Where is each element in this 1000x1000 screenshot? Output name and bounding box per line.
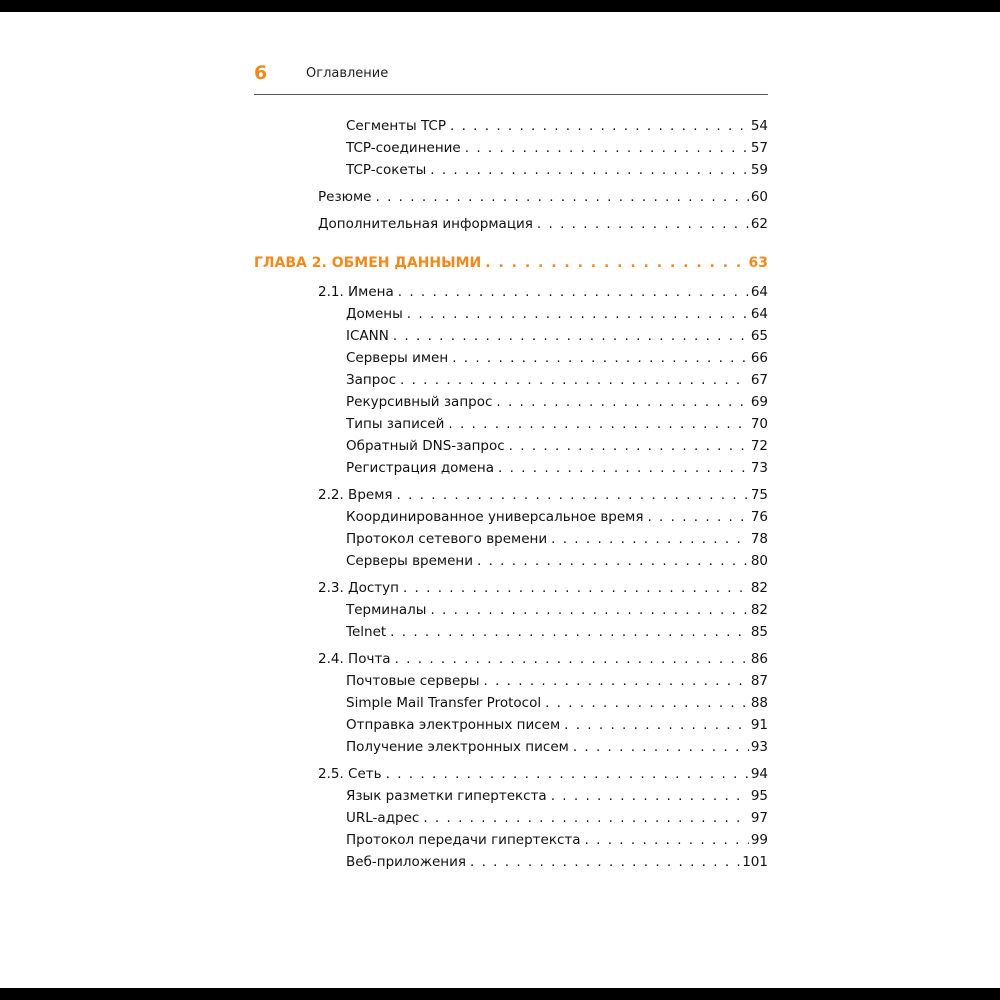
toc-entry (346, 832, 768, 852)
toc-entry-page: 80 (750, 553, 768, 569)
toc-entry (346, 118, 768, 138)
toc-entry-title: 2.1. Имена (318, 284, 394, 300)
dot-leader (403, 580, 749, 596)
toc-entry (346, 416, 768, 436)
toc-entry-page: 73 (750, 460, 768, 476)
dot-leader (498, 460, 749, 476)
dot-leader (551, 788, 749, 804)
running-head: Оглавление (306, 66, 389, 81)
dot-leader (509, 438, 749, 454)
toc-entry-title: ICANN (346, 328, 389, 344)
toc-entry-page: 66 (750, 350, 768, 366)
toc-entry-page: 78 (750, 531, 768, 547)
toc-entry (318, 580, 768, 600)
toc-entry-title: URL-адрес (346, 810, 420, 826)
toc-entry-page: 70 (750, 416, 768, 432)
dot-leader (400, 372, 749, 388)
dot-leader (375, 189, 748, 205)
toc-entry (346, 553, 768, 573)
toc-entry-title: Telnet (346, 624, 387, 640)
toc-entry-title: TCP-сокеты (346, 162, 427, 178)
toc-entry (346, 460, 768, 480)
toc-entry-page: 54 (750, 118, 768, 134)
dot-leader (585, 832, 749, 848)
toc-entry (346, 394, 768, 414)
dot-leader (452, 350, 749, 366)
toc-entry-title: Сегменты TCP (346, 118, 446, 134)
toc-entry-title: Серверы времени (346, 553, 474, 569)
toc-entry-page: 75 (750, 487, 768, 503)
toc-entry-title: Протокол передачи гипертекста (346, 832, 581, 848)
toc-entry-page: 95 (750, 788, 768, 804)
toc-entry-page: 69 (750, 394, 768, 410)
toc-entry-title: Дополнительная информация (318, 216, 533, 232)
dot-leader (423, 810, 748, 826)
toc-entry-page: 62 (750, 216, 768, 232)
page-header (254, 62, 768, 95)
toc-entry-page: 65 (750, 328, 768, 344)
toc-entry-title: 2.3. Доступ (318, 580, 399, 596)
toc-entry (346, 673, 768, 693)
toc-entry (318, 651, 768, 671)
toc-entry (318, 216, 768, 236)
toc-entry (346, 602, 768, 622)
dot-leader (573, 739, 749, 755)
toc-entry-title: 2.5. Сеть (318, 766, 382, 782)
toc-entry (346, 531, 768, 551)
toc-entry (346, 438, 768, 458)
toc-entry-title: Типы записей (346, 416, 445, 432)
toc-entry (346, 854, 768, 874)
dot-leader (407, 306, 749, 322)
dot-leader (430, 162, 749, 178)
toc-entry-title: Отправка электронных писем (346, 717, 561, 733)
toc-entry (318, 766, 768, 786)
toc-entry-page: 87 (750, 673, 768, 689)
toc-entry-page: 64 (750, 306, 768, 322)
toc-entry-page: 59 (750, 162, 768, 178)
toc-entry-page: 72 (750, 438, 768, 454)
toc-entry-title: Протокол сетевого времени (346, 531, 548, 547)
toc-entry-page: 82 (750, 580, 768, 596)
toc-entry-page: 94 (750, 766, 768, 782)
toc-entry-page: 88 (750, 695, 768, 711)
toc-entry-title: Серверы имен (346, 350, 449, 366)
toc-chapter-page: 63 (748, 255, 768, 271)
toc-entry-title: Запрос (346, 372, 397, 388)
toc-entry-title: Почтовые серверы (346, 673, 480, 689)
dot-leader (390, 624, 749, 640)
toc-entry (346, 306, 768, 326)
toc-entry (346, 739, 768, 759)
dot-leader (551, 531, 749, 547)
dot-leader (564, 717, 749, 733)
toc-entry (346, 328, 768, 348)
toc-entry (346, 162, 768, 182)
toc-entry-title: Язык разметки гипертекста (346, 788, 547, 804)
toc-entry-page: 93 (750, 739, 768, 755)
toc-entry-title: Домены (346, 306, 403, 322)
toc-entry-title: 2.4. Почта (318, 651, 391, 667)
toc-entry (346, 624, 768, 644)
toc-entry-page: 99 (750, 832, 768, 848)
dot-leader (393, 328, 749, 344)
toc-entry-page: 82 (750, 602, 768, 618)
dot-leader (485, 255, 746, 271)
toc-entry (346, 350, 768, 370)
toc-entry-page: 101 (742, 854, 768, 870)
toc-entry-title: Терминалы (346, 602, 427, 618)
toc-entry (346, 372, 768, 392)
toc-entry (318, 487, 768, 507)
dot-leader (448, 416, 748, 432)
book-page (0, 12, 1000, 988)
toc-entry-title: TCP-соединение (346, 140, 461, 156)
toc-chapter-title: ГЛАВА 2. ОБМЕН ДАННЫМИ (254, 255, 482, 271)
toc-entry-page: 97 (750, 810, 768, 826)
dot-leader (465, 140, 749, 156)
toc-entry (346, 810, 768, 830)
toc-entry-page: 86 (750, 651, 768, 667)
dot-leader (496, 394, 748, 410)
toc-entry-page: 64 (750, 284, 768, 300)
page-number: 6 (254, 62, 268, 84)
toc-entry-page: 85 (750, 624, 768, 640)
dot-leader (397, 487, 749, 503)
toc-entry (318, 284, 768, 304)
toc-entry-title: Рекурсивный запрос (346, 394, 493, 410)
toc-entry (346, 695, 768, 715)
toc-entry-title: Получение электронных писем (346, 739, 569, 755)
toc-entry (346, 717, 768, 737)
toc-entry-page: 57 (750, 140, 768, 156)
dot-leader (647, 509, 748, 525)
toc-entry-page: 91 (750, 717, 768, 733)
toc-entry-title: Обратный DNS-запрос (346, 438, 505, 454)
toc-entry-title: Регистрация домена (346, 460, 494, 476)
toc-entry (346, 509, 768, 529)
dot-leader (484, 673, 749, 689)
dot-leader (430, 602, 748, 618)
toc-chapter-heading (254, 255, 768, 275)
toc-entry-title: Simple Mail Transfer Protocol (346, 695, 542, 711)
toc-entry-title: Координированное универсальное время (346, 509, 644, 525)
toc-entry-title: 2.2. Время (318, 487, 393, 503)
dot-leader (537, 216, 749, 232)
dot-leader (450, 118, 749, 134)
dot-leader (386, 766, 749, 782)
dot-leader (545, 695, 749, 711)
toc-entry-page: 60 (750, 189, 768, 205)
toc-entry-page: 67 (750, 372, 768, 388)
toc-entry-title: Веб-приложения (346, 854, 467, 870)
dot-leader (398, 284, 749, 300)
toc-entry-page: 76 (750, 509, 768, 525)
toc-entry (346, 788, 768, 808)
dot-leader (477, 553, 749, 569)
toc-entry (346, 140, 768, 160)
dot-leader (470, 854, 740, 870)
toc-entry (318, 189, 768, 209)
toc-entry-title: Резюме (318, 189, 372, 205)
dot-leader (395, 651, 749, 667)
